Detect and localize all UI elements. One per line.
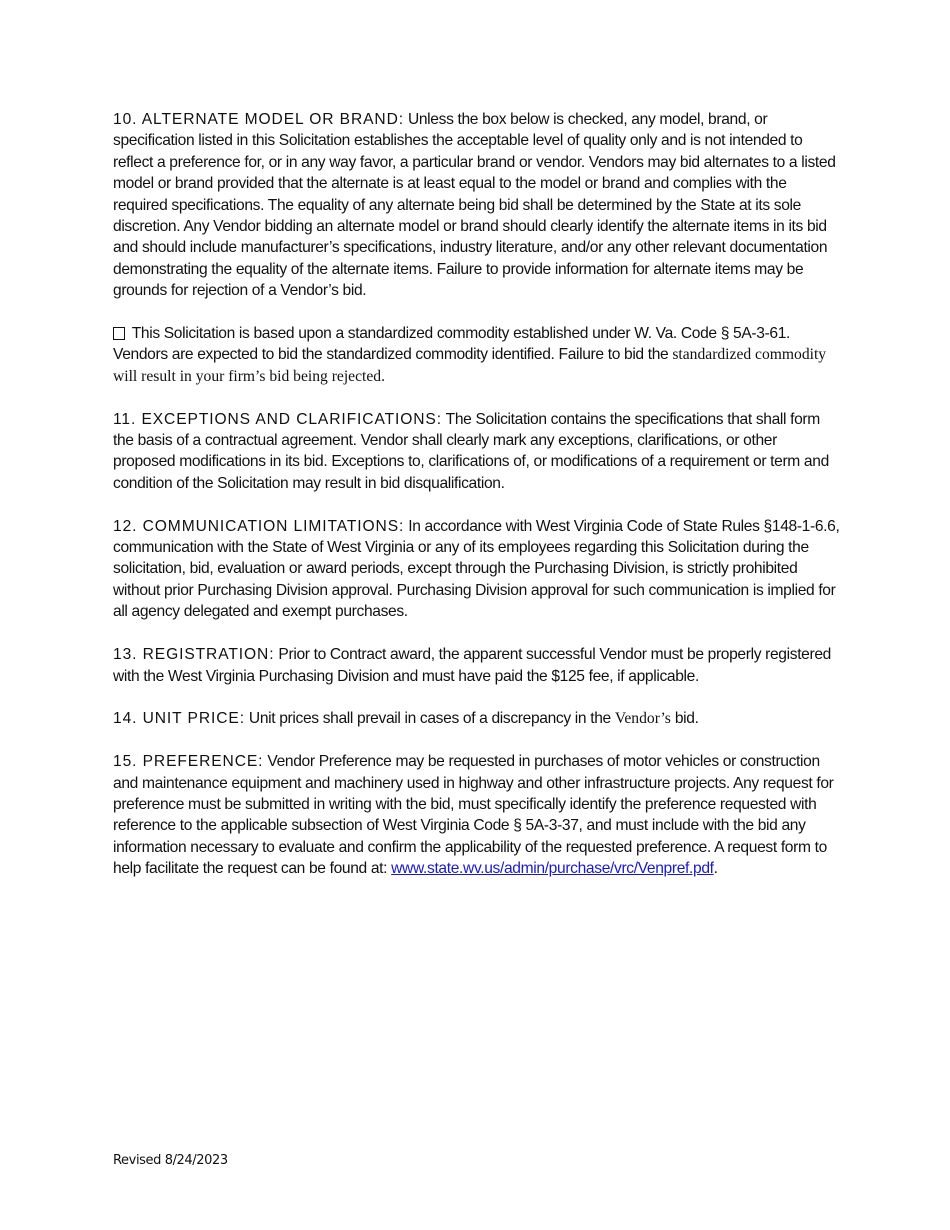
section-11-heading: 11. EXCEPTIONS AND CLARIFICATIONS: [113,410,442,428]
section-15-body: Vendor Preference may be requested in purchases of motor vehicles or construction and maintenance equipment and machinery used in highway and other infrastructure projects. Any request for preference must be submitted in writing with the bid, must specifically identify the preference requested with reference to the applicable subsection of West Virginia Code § 5A-3-37, and must include with the bid any information necessary to evaluate and confirm the applicability of the requested preference. A request form to help facilitate the request can be found at: [113,753,834,878]
section-12-body: In accordance with West Virginia Code of State Rules §148-1-6.6, communication with the State of West Virginia or any of its employees regarding this Solicitation during the solicitation, bid, evaluation or award periods, except through the Purchasing Division, is strictly prohibited without prior Purchasing Division approval. Purchasing Division approval for such communication is implied for all agency delegated and exempt purchases. [113,517,840,621]
section-10-heading: 10. ALTERNATE MODEL OR BRAND: [113,111,404,128]
section-12-heading: 12. COMMUNICATION LIMITATIONS: [113,517,405,535]
section-13-body: Prior to Contract award, the apparent successful Vendor must be properly registered with the West Virginia Purchasing Division and must have paid the $125 fee, if applicable. [113,646,831,685]
section-14 [113,708,841,729]
section-12 [113,516,841,623]
standardized-commodity-checkbox[interactable] [113,327,125,340]
section-14-end: bid. [670,710,699,728]
section-13-heading: 13. REGISTRATION: [113,646,275,664]
standardized-commodity-text: This Solicitation is based upon a standardized commodity established under W. Va. Code § 5A-3-61. Vendors are expected to bid the standardized commodity identified. Failure to bid the [113,325,791,364]
vendor-preference-form-link[interactable]: www.state.wv.us/admin/purchase/vrc/Venpref.pdf [391,860,714,878]
section-15-heading: 15. PREFERENCE: [113,753,264,771]
section-10-body: Unless the box below is checked, any model, brand, or specification listed in this Solicitation establishes the acceptable level of quality only and is not intended to reflect a preference for, or in any way favor, a particular brand or vendor. Vendors may bid alternates to a listed model or brand provided that the alternate is at least equal to the model or brand and complies with the required specifications. The equality of any alternate being bid shall be determined by the State at its sole discretion. Any Vendor bidding an alternate model or brand should clearly identify the alternate items in its bid and should include manufacturer’s specifications, industry literature, and/or any other relevant documentation demonstrating the equality of the alternate items. Failure to provide information for alternate items may be grounds for rejection of a Vendor’s bid. [113,111,836,300]
section-11-body: The Solicitation contains the specifications that shall form the basis of a contractual agreement. Vendor shall clearly mark any exceptions, clarifications, or other proposed modifications in its bid. Exceptions to, clarifications of, or modifications of a requirement or term and condition of the Solicitation may result in bid disqualification. [113,410,829,492]
section-13 [113,644,841,687]
section-14-vendor-word: Vendor’s [614,710,671,728]
section-14-heading: 14. UNIT PRICE: [113,710,245,728]
standardized-commodity-text-tail: standardized commodity will result in your firm’s bid being rejected. [113,346,827,385]
section-14-body: Unit prices shall prevail in cases of a discrepancy in the [244,710,615,728]
section-10 [113,109,841,302]
revision-date-footer: Revised 8/24/2023 [113,1153,228,1168]
standardized-commodity-clause [113,323,841,387]
section-15-end: . [713,860,718,878]
section-11 [113,409,841,495]
document-body [113,109,841,901]
section-15 [113,751,841,879]
